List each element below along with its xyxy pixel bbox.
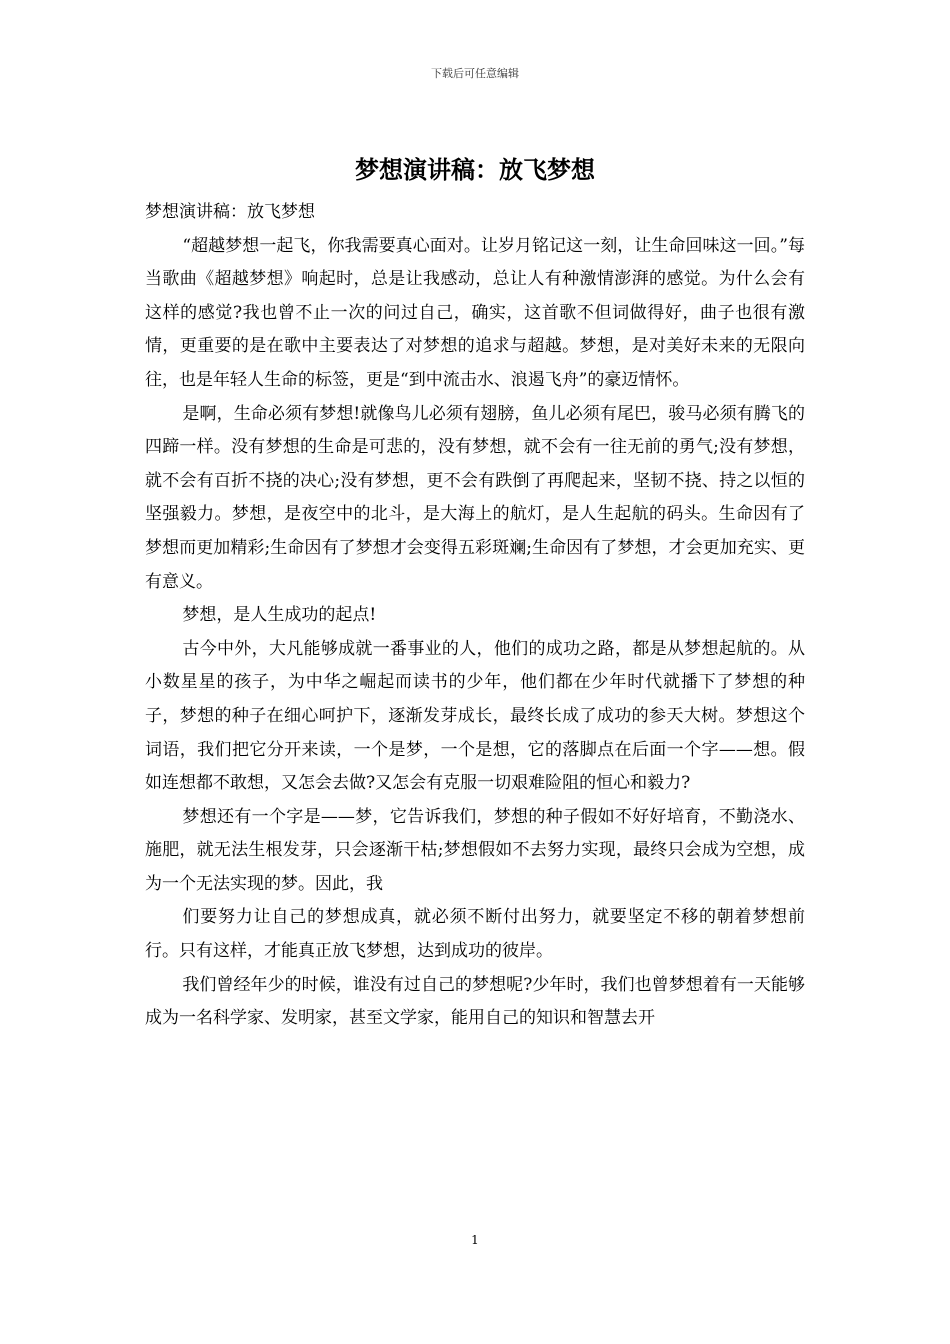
paragraph-5: 梦想还有一个字是——梦，它告诉我们，梦想的种子假如不好好培育，不勤浇水、施肥，就无法生根发芽，只会逐渐干枯;梦想假如不去努力实现，最终只会成为空想，成为一个无法实现的梦。因此，我	[145, 806, 805, 894]
paragraph-3: 梦想，是人生成功的起点!	[182, 605, 377, 626]
paragraph-7: 我们曾经年少的时候，谁没有过自己的梦想呢?少年时，我们也曾梦想着有一天能够成为一名科学家、发明家，甚至文学家，能用自己的知识和智慧去开	[145, 974, 805, 1029]
document-subtitle: 梦想演讲稿：放飞梦想	[145, 202, 315, 222]
paragraph-4: 古今中外，大凡能够成就一番事业的人，他们的成功之路，都是从梦想起航的。从小数星星的孩子，为中华之崛起而读书的少年，他们都在少年时代就播下了梦想的种子，梦想的种子在细心呵护下，逐渐发芽成长，最终长成了成功的参天大树。梦想这个词语，我们把它分开来读，一个是梦，一个是想，它的落脚点在后面一个字——想。假如连想都不敢想，又怎会去做?又怎会有克服一切艰难险阻的恒心和毅力?	[145, 638, 805, 794]
page-number: 1	[471, 1233, 479, 1247]
document-body	[145, 196, 805, 1036]
paragraph-2: 是啊，生命必须有梦想!就像鸟儿必须有翅膀，鱼儿必须有尾巴，骏马必须有腾飞的四蹄一样。没有梦想的生命是可悲的，没有梦想，就不会有一往无前的勇气;没有梦想，就不会有百折不挠的决心;没有梦想，更不会有跌倒了再爬起来，坚韧不挠、持之以恒的坚强毅力。梦想，是夜空中的北斗，是大海上的航灯，是人生起航的码头。生命因有了梦想而更加精彩;生命因有了梦想才会变得五彩斑斓;生命因有了梦想，才会更加充实、更有意义。	[145, 403, 805, 592]
document-title: 梦想演讲稿：放飞梦想	[355, 155, 595, 184]
page-header-note: 下载后可任意编辑	[431, 67, 519, 80]
paragraph-6: 们要努力让自己的梦想成真，就必须不断付出努力，就要坚定不移的朝着梦想前行。只有这样，才能真正放飞梦想，达到成功的彼岸。	[145, 907, 805, 962]
paragraph-1: “超越梦想一起飞，你我需要真心面对。让岁月铭记这一刻，让生命回味这一回。”每当歌曲《超越梦想》响起时，总是让我感动，总让人有种激情澎湃的感觉。为什么会有这样的感觉?我也曾不止一次的问过自己，确实，这首歌不但词做得好，曲子也很有激情，更重要的是在歌中主要表达了对梦想的追求与超越。梦想，是对美好未来的无限向往，也是年轻人生命的标签，更是“到中流击水、浪遏飞舟”的豪迈情怀。	[145, 235, 805, 390]
